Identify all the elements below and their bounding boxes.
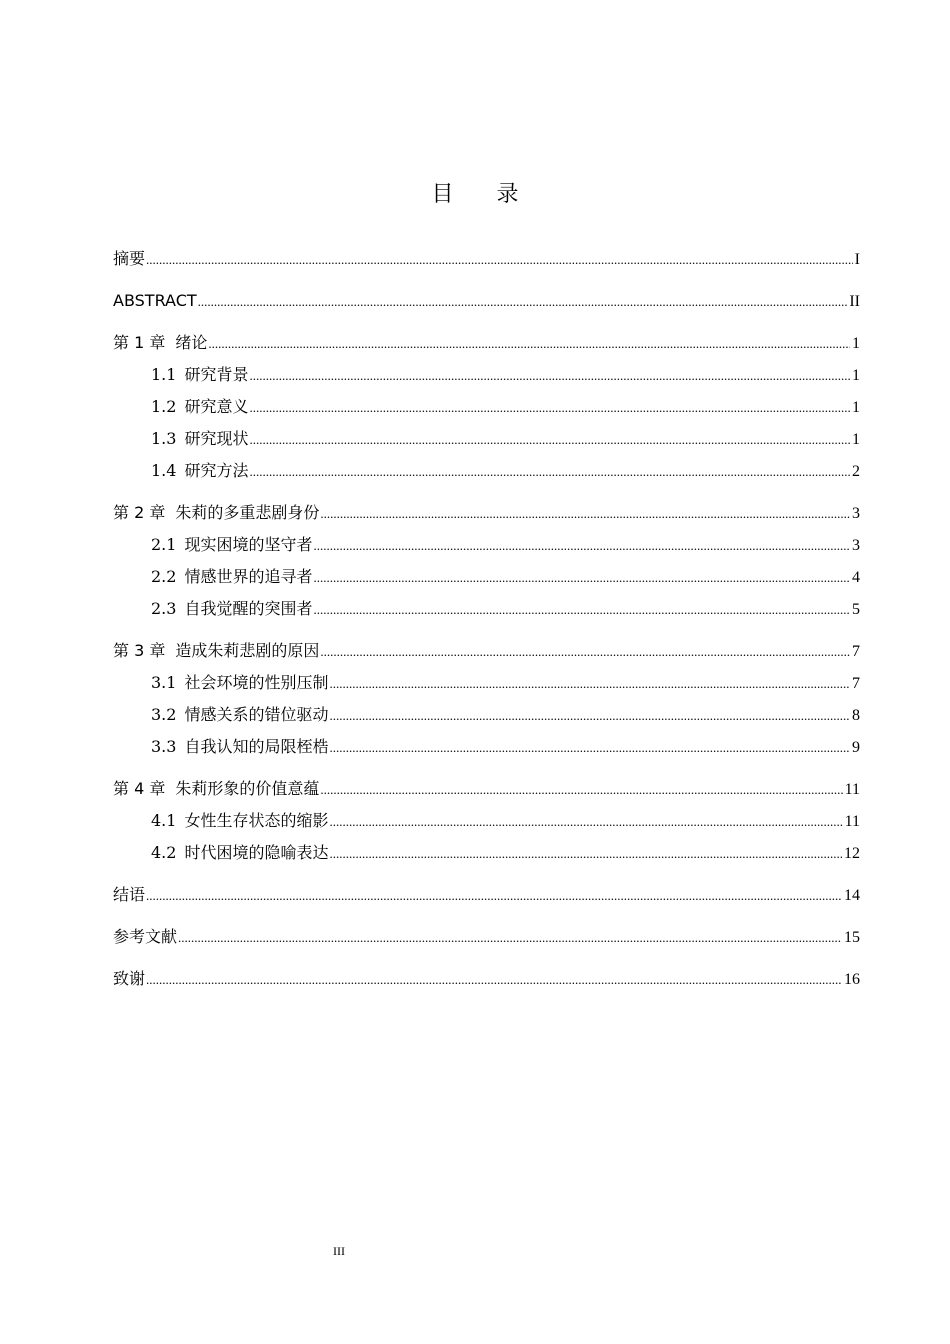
toc-dot-leader (198, 286, 848, 317)
toc-entry-page-number: 2 (852, 463, 860, 480)
toc-entry-number: 2.1 (151, 535, 177, 554)
toc-entry-title: 造成朱莉悲剧的原因 (175, 641, 320, 660)
toc-dot-leader (313, 530, 850, 561)
toc-dot-leader (178, 922, 842, 953)
toc-entry-section[interactable] (113, 359, 860, 391)
toc-entry-section[interactable] (113, 423, 860, 455)
toc-entry-section[interactable] (113, 593, 860, 625)
toc-entry-page-number: 1 (852, 367, 860, 384)
toc-entry-title: 研究现状 (184, 429, 249, 448)
toc-dot-leader (329, 838, 842, 869)
toc-entry-chapter[interactable] (113, 497, 860, 529)
toc-entry-number: 第 2 章 (113, 503, 166, 522)
page-number-footer: III (333, 1244, 345, 1258)
toc-entry-page-number: 7 (852, 643, 860, 660)
toc-entry-title: 朱莉的多重悲剧身份 (175, 503, 320, 522)
toc-entry-title: 朱莉形象的价值意蕴 (175, 779, 320, 798)
toc-entry-title: 致谢 (113, 969, 146, 988)
toc-entry-section[interactable] (113, 805, 860, 837)
toc-entry-section[interactable] (113, 391, 860, 423)
toc-entry-chapter[interactable] (113, 635, 860, 667)
toc-dot-leader (249, 360, 850, 391)
toc-entry-chapter[interactable] (113, 243, 860, 275)
toc-entry-number: 第 3 章 (113, 641, 166, 660)
toc-entry-title: 女性生存状态的缩影 (184, 811, 329, 830)
toc-dot-leader (329, 700, 850, 731)
toc-dot-leader (208, 328, 850, 359)
toc-entry-page-number: I (854, 251, 860, 268)
toc-entry-number: 3.1 (151, 673, 177, 692)
toc-entry-number: 第 4 章 (113, 779, 166, 798)
toc-dot-leader (146, 964, 842, 995)
toc-dot-leader (313, 562, 850, 593)
toc-entry-chapter[interactable] (113, 285, 860, 317)
toc-entry-section[interactable] (113, 455, 860, 487)
toc-entry-title: 绪论 (175, 333, 208, 352)
toc-entry-title: 摘要 (113, 249, 146, 268)
toc-entry-title: 结语 (113, 885, 146, 904)
toc-entry-page-number: 9 (852, 739, 860, 756)
toc-entry-page-number: 3 (852, 505, 860, 522)
toc-entry-page-number: 16 (844, 971, 860, 988)
toc-entry-number: 1.1 (151, 365, 177, 384)
toc-entry-title: 自我认知的局限桎梏 (184, 737, 329, 756)
toc-dot-leader (146, 880, 842, 911)
toc-dot-leader (313, 594, 850, 625)
toc-entry-page-number: 14 (844, 887, 860, 904)
toc-entry-title: 参考文献 (113, 927, 178, 946)
toc-dot-leader (320, 774, 842, 805)
table-of-contents (113, 243, 860, 995)
toc-dot-leader (320, 636, 850, 667)
toc-dot-leader (320, 498, 850, 529)
toc-entry-page-number: 11 (844, 813, 860, 830)
toc-entry-section[interactable] (113, 731, 860, 763)
toc-entry-title: 社会环境的性别压制 (184, 673, 329, 692)
toc-entry-section[interactable] (113, 561, 860, 593)
toc-entry-page-number: 12 (844, 845, 860, 862)
toc-entry-title: 情感世界的追寻者 (184, 567, 313, 586)
toc-entry-page-number: II (849, 293, 860, 310)
toc-entry-page-number: 11 (844, 781, 860, 798)
toc-entry-page-number: 1 (852, 335, 860, 352)
toc-entry-title: 情感关系的错位驱动 (184, 705, 329, 724)
toc-entry-section[interactable] (113, 667, 860, 699)
toc-entry-page-number: 5 (852, 601, 860, 618)
toc-entry-page-number: 1 (852, 431, 860, 448)
toc-dot-leader (329, 806, 842, 837)
toc-entry-number: 2.3 (151, 599, 177, 618)
toc-entry-chapter[interactable] (113, 327, 860, 359)
toc-dot-leader (329, 668, 850, 699)
toc-entry-number: 3.2 (151, 705, 177, 724)
toc-dot-leader (146, 244, 853, 275)
toc-dot-leader (249, 456, 850, 487)
toc-dot-leader (329, 732, 850, 763)
toc-entry-page-number: 3 (852, 537, 860, 554)
toc-entry-number: 1.2 (151, 397, 177, 416)
toc-entry-section[interactable] (113, 529, 860, 561)
toc-entry-number: 第 1 章 (113, 333, 166, 352)
toc-entry-title: 自我觉醒的突围者 (184, 599, 313, 618)
toc-entry-number: 4.1 (151, 811, 177, 830)
toc-entry-number: 1.3 (151, 429, 177, 448)
toc-entry-chapter[interactable] (113, 963, 860, 995)
toc-entry-page-number: 4 (852, 569, 860, 586)
toc-entry-title: 现实困境的坚守者 (184, 535, 313, 554)
toc-entry-title: 研究方法 (184, 461, 249, 480)
toc-entry-chapter[interactable] (113, 921, 860, 953)
toc-entry-chapter[interactable] (113, 773, 860, 805)
toc-entry-page-number: 7 (852, 675, 860, 692)
toc-entry-page-number: 15 (844, 929, 860, 946)
toc-entry-title: 研究背景 (184, 365, 249, 384)
toc-entry-section[interactable] (113, 837, 860, 869)
toc-entry-title: 时代困境的隐喻表达 (184, 843, 329, 862)
toc-title: 目 录 (431, 182, 537, 207)
toc-entry-number: 3.3 (151, 737, 177, 756)
toc-entry-page-number: 1 (852, 399, 860, 416)
toc-entry-page-number: 8 (852, 707, 860, 724)
toc-entry-chapter[interactable] (113, 879, 860, 911)
toc-entry-title: ABSTRACT (113, 291, 197, 310)
toc-entry-section[interactable] (113, 699, 860, 731)
toc-dot-leader (249, 392, 850, 423)
toc-dot-leader (249, 424, 850, 455)
toc-entry-number: 1.4 (151, 461, 177, 480)
toc-entry-number: 4.2 (151, 843, 177, 862)
toc-entry-number: 2.2 (151, 567, 177, 586)
toc-entry-title: 研究意义 (184, 397, 249, 416)
